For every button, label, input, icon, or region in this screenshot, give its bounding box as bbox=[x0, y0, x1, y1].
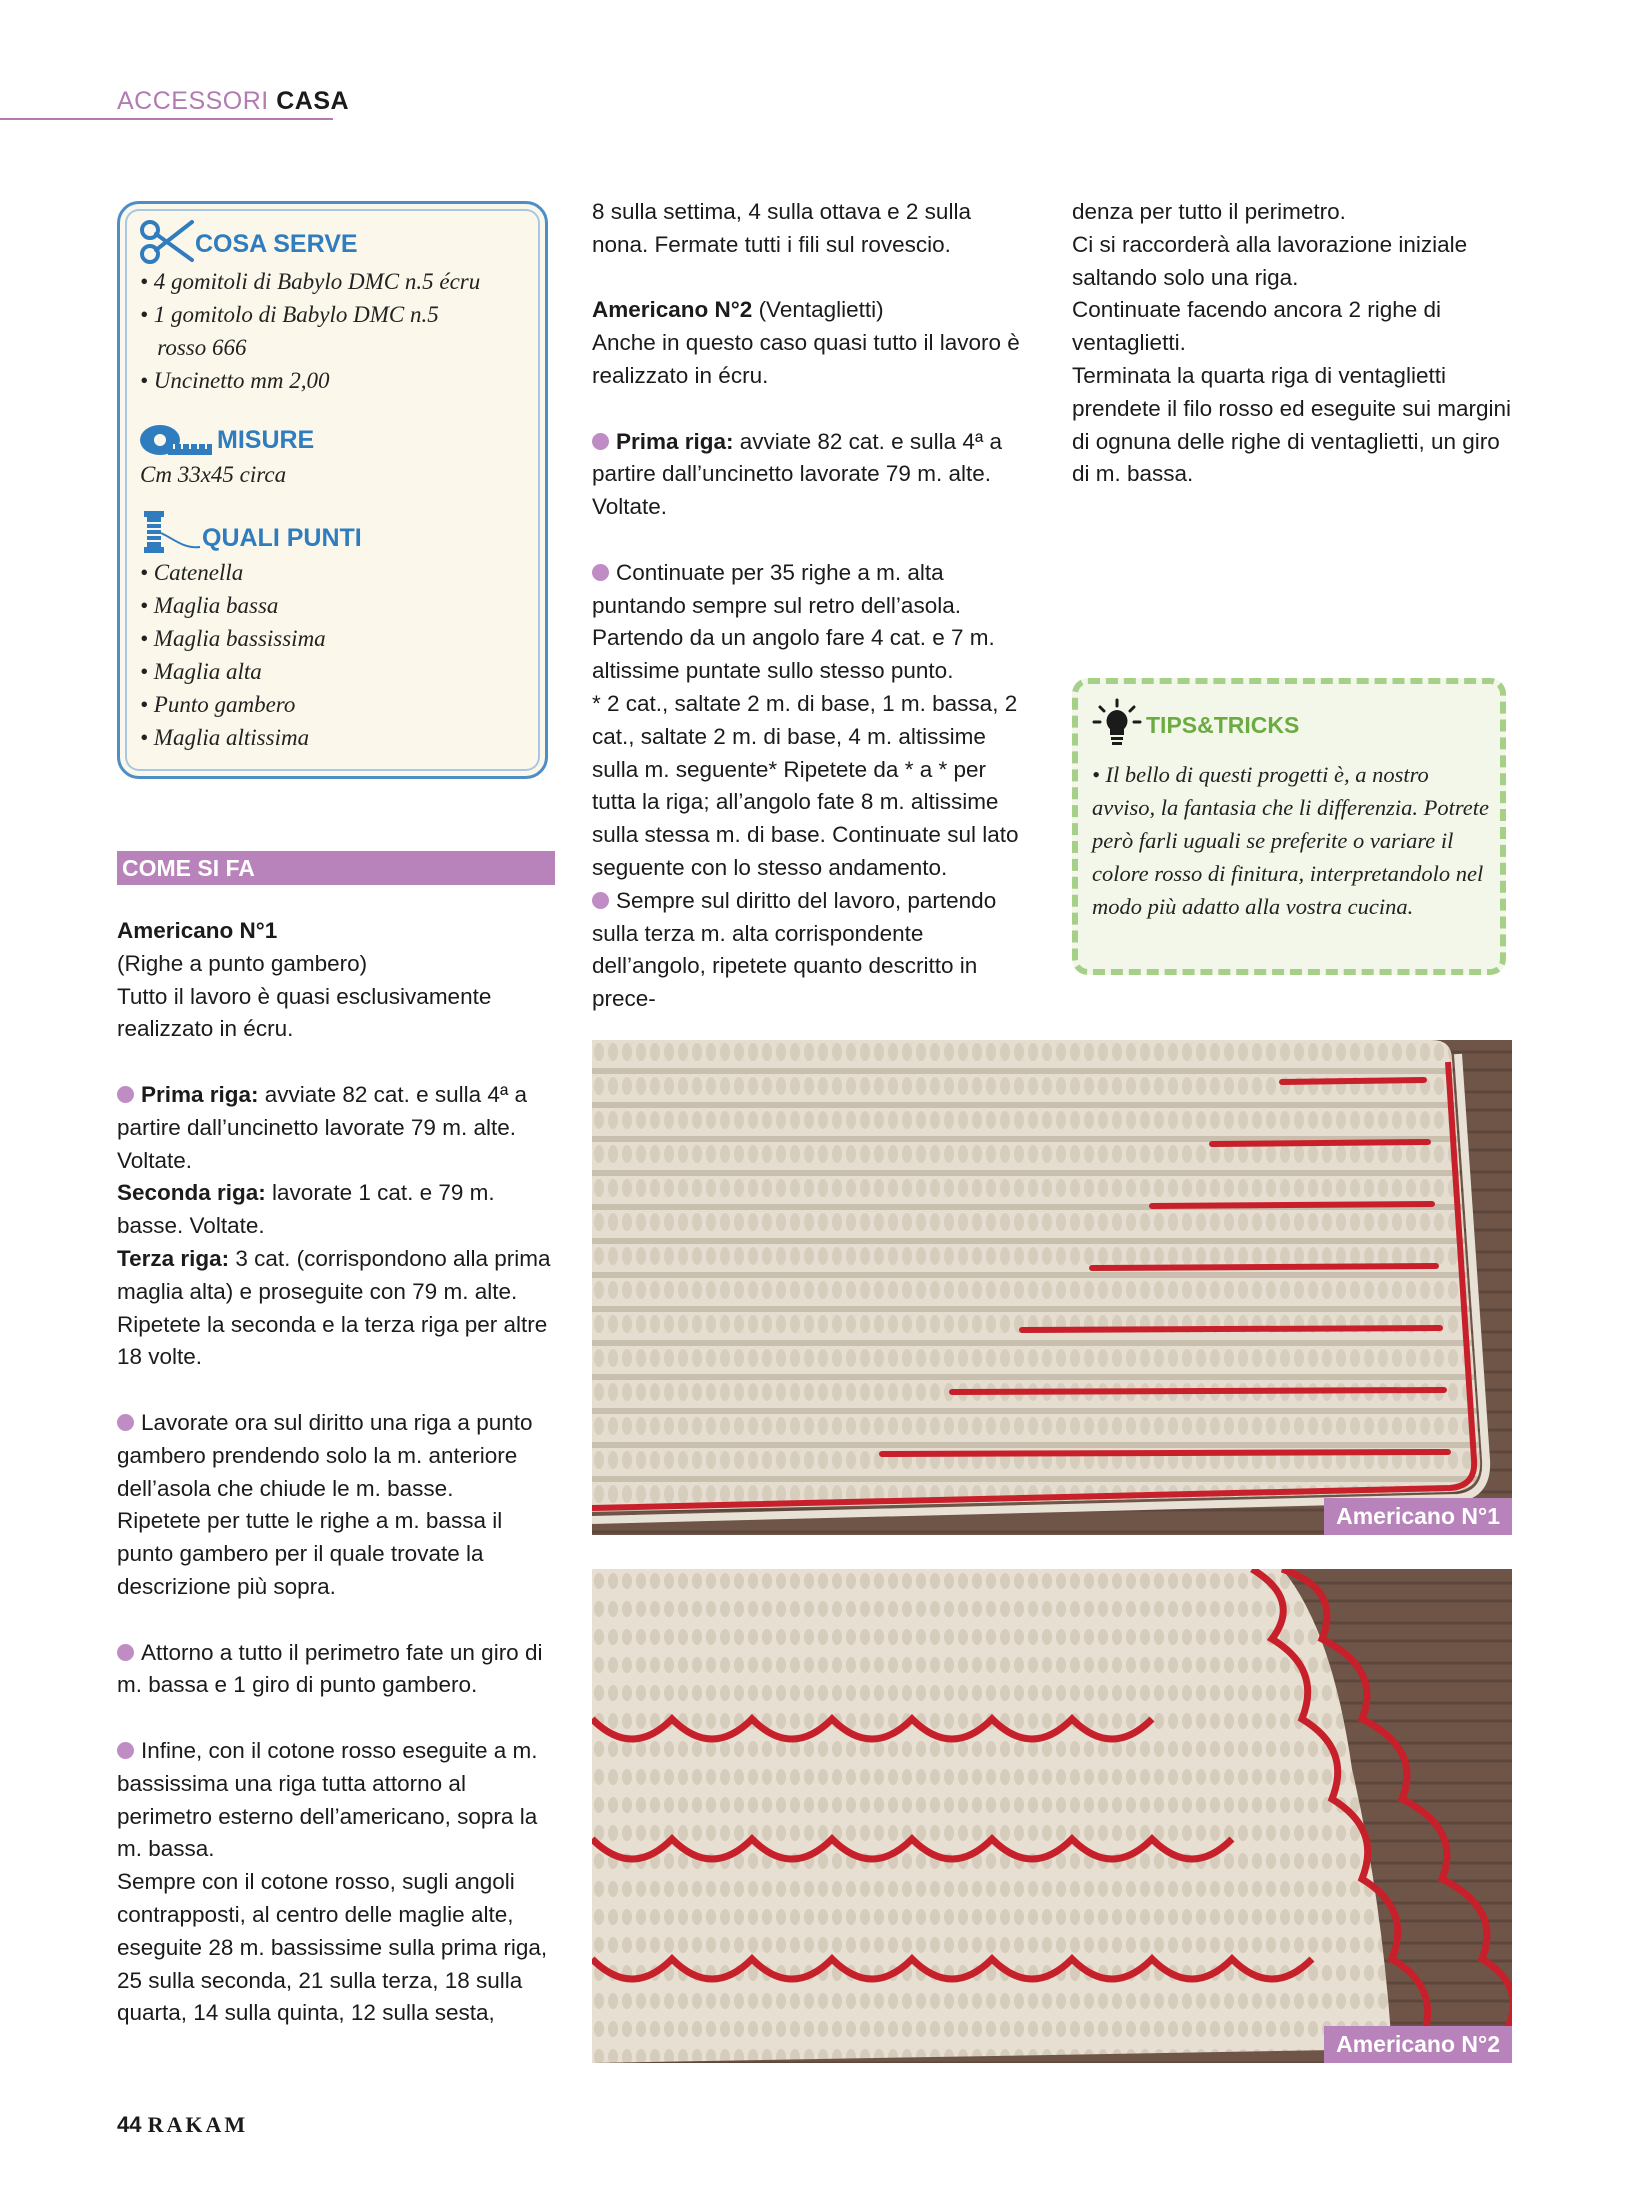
row-text: avviate 82 cat. e sulla 4ª a partire dall’uncinetto lavorate 79 m. alte. Voltate. bbox=[592, 428, 1003, 520]
photo-caption-2: Americano N°2 bbox=[1324, 2026, 1512, 2063]
tape-measure-icon bbox=[138, 422, 214, 458]
column-2 bbox=[592, 196, 1032, 1016]
pattern-1-title: Americano N°1 bbox=[117, 918, 278, 943]
pattern-2-subtitle: (Ventaglietti) bbox=[752, 297, 884, 323]
column-1 bbox=[117, 915, 555, 2030]
list-item: • Catenella bbox=[140, 560, 244, 585]
paragraph: Ripetete per tutte le righe a m. bassa il punto gambero per il quale trovate la descrizione più sopra. bbox=[117, 1508, 503, 1599]
paragraph bbox=[117, 1637, 555, 1703]
bullet-dot-icon bbox=[117, 1086, 134, 1103]
tips-title: TIPS&TRICKS bbox=[1146, 712, 1300, 738]
list-item: • Maglia bassissima bbox=[140, 626, 326, 651]
lightbulb-icon bbox=[1092, 698, 1142, 748]
materials-list bbox=[140, 265, 480, 397]
paragraph: Tutto il lavoro è quasi esclusivamente realizzato in écru. bbox=[117, 983, 492, 1042]
paragraph: * 2 cat., saltate 2 m. di base, 1 m. bassa, 2 cat., saltate 2 m. di base, 4 m. altissime sulla m. seguente* Ripetete da * a * per tutta la riga; all’angolo fate 8 m. altissime sulla stessa m. di base. Continuate sul lato seguente con lo stesso andamento. bbox=[592, 690, 1019, 880]
list-item: • Punto gambero bbox=[140, 692, 296, 717]
photo-caption-1: Americano N°1 bbox=[1324, 1498, 1512, 1535]
paragraph: denza per tutto il perimetro. bbox=[1072, 199, 1346, 224]
photo-placemat-1-image bbox=[592, 1040, 1512, 1535]
row-text: Lavorate ora sul diritto una riga a punto gambero prendendo solo la m. anteriore dell’asola che chiude le m. basse. bbox=[117, 1409, 533, 1501]
stitches-title: QUALI PUNTI bbox=[202, 524, 362, 552]
list-item: • Maglia altissima bbox=[140, 725, 310, 750]
row-text: avviate 82 cat. e sulla 4ª a partire dall’uncinetto lavorate 79 m. alte. Voltate. bbox=[117, 1081, 528, 1173]
column-3 bbox=[1072, 196, 1512, 491]
tips-box bbox=[1072, 678, 1506, 975]
tips-text: • Il bello di questi progetti è, a nostro avviso, la fantasia che li differenzia. Potrete però farli uguali se preferite o variare il colore rosso di finitura, interpretandolo nel modo più adatto alla vostra cucina. bbox=[1092, 762, 1490, 919]
paragraph: Anche in questo caso quasi tutto il lavoro è realizzato in écru. bbox=[592, 330, 1020, 388]
paragraph bbox=[117, 1079, 555, 1177]
list-item: • 4 gomitoli di Babylo DMC n.5 écru bbox=[140, 269, 481, 294]
size-value: Cm 33x45 circa bbox=[140, 462, 287, 487]
paragraph bbox=[117, 1243, 555, 1309]
list-item: • Uncinetto mm 2,00 bbox=[140, 368, 330, 393]
row-label: Prima riga: bbox=[616, 428, 734, 454]
section-banner: COME SI FA bbox=[117, 851, 555, 885]
materials-title: COSA SERVE bbox=[195, 230, 358, 258]
paragraph bbox=[592, 885, 1032, 1016]
photo-placemat-1 bbox=[592, 1040, 1512, 1535]
header-section: CASA bbox=[276, 87, 350, 115]
row-label: Prima riga: bbox=[141, 1081, 259, 1107]
bullet-dot-icon bbox=[117, 1644, 134, 1661]
magazine-name: RAKAM bbox=[147, 2112, 249, 2137]
row-text: Continuate per 35 righe a m. alta puntando sempre sul retro dell’asola. bbox=[592, 559, 961, 618]
row-label: Seconda riga: bbox=[117, 1180, 266, 1206]
row-text: Sempre sul diritto del lavoro, partendo sulla terza m. alta corrispondente dell’angolo, ripetete quanto descritto in prece- bbox=[592, 887, 997, 1012]
paragraph bbox=[592, 294, 1032, 327]
list-item: • Maglia alta bbox=[140, 659, 262, 684]
paragraph: Continuate facendo ancora 2 righe di ventaglietti. bbox=[1072, 297, 1442, 356]
row-text: 3 cat. (corrispondono alla prima maglia alta) e proseguite con 79 m. alte. bbox=[117, 1245, 551, 1304]
bullet-dot-icon bbox=[592, 892, 609, 909]
paragraph: Ci si raccorderà alla lavorazione iniziale saltando solo una riga. bbox=[1072, 231, 1468, 290]
paragraph: Partendo da un angolo fare 4 cat. e 7 m. altissime puntate sullo stesso punto. bbox=[592, 625, 995, 684]
paragraph bbox=[117, 1735, 555, 1866]
paragraph: Ripetete la seconda e la terza riga per altre 18 volte. bbox=[117, 1311, 548, 1370]
row-label: Terza riga: bbox=[117, 1245, 230, 1271]
running-header bbox=[117, 87, 349, 116]
bullet-dot-icon bbox=[592, 433, 609, 450]
row-text: lavorate 1 cat. e 79 m. basse. Voltate. bbox=[117, 1180, 495, 1239]
pattern-1-subtitle: (Righe a punto gambero) bbox=[117, 950, 368, 976]
row-text: Infine, con il cotone rosso eseguite a m. bassissima una riga tutta attorno al perimetro esterno dell’americano, sopra la m. bassa. bbox=[117, 1737, 538, 1862]
size-title: MISURE bbox=[217, 426, 315, 454]
page-number: 44 bbox=[117, 2112, 142, 2137]
materials-box bbox=[117, 201, 548, 779]
paragraph bbox=[592, 557, 1032, 623]
paragraph: Terminata la quarta riga di ventaglietti prendete il filo rosso ed eseguite sui margini di ognuna delle righe di ventaglietti, un giro di m. bassa. bbox=[1072, 362, 1511, 487]
photo-placemat-2-image bbox=[592, 1569, 1512, 2063]
header-category: ACCESSORI bbox=[117, 87, 269, 115]
row-text: Attorno a tutto il perimetro fate un giro di m. bassa e 1 giro di punto gambero. bbox=[117, 1639, 543, 1698]
thread-spool-icon bbox=[140, 509, 202, 557]
paragraph bbox=[117, 1407, 555, 1505]
header-rule bbox=[0, 118, 333, 120]
stitches-list bbox=[140, 556, 326, 754]
bullet-dot-icon bbox=[117, 1742, 134, 1759]
scissors-icon bbox=[138, 216, 196, 268]
paragraph bbox=[117, 1177, 555, 1243]
paragraph: 8 sulla settima, 4 sulla ottava e 2 sulla nona. Fermate tutti i fili sul rovescio. bbox=[592, 199, 971, 257]
list-item: • Maglia bassa bbox=[140, 593, 279, 618]
list-item: • 1 gomitolo di Babylo DMC n.5 bbox=[140, 302, 439, 327]
paragraph bbox=[592, 426, 1032, 524]
paragraph: Sempre con il cotone rosso, sugli angoli contrapposti, al centro delle maglie alte, eseguite 28 m. bassissime sulla prima riga, 25 sulla seconda, 21 sulla terza, 18 sulla quarta, 14 sulla quinta, 12 sulla sesta, bbox=[117, 1869, 548, 2026]
bullet-dot-icon bbox=[592, 564, 609, 581]
photo-placemat-2 bbox=[592, 1569, 1512, 2063]
bullet-dot-icon bbox=[117, 1414, 134, 1431]
page-footer bbox=[117, 2112, 248, 2138]
list-item: rosso 666 bbox=[140, 335, 247, 360]
pattern-2-title: Americano N°2 bbox=[592, 297, 753, 323]
